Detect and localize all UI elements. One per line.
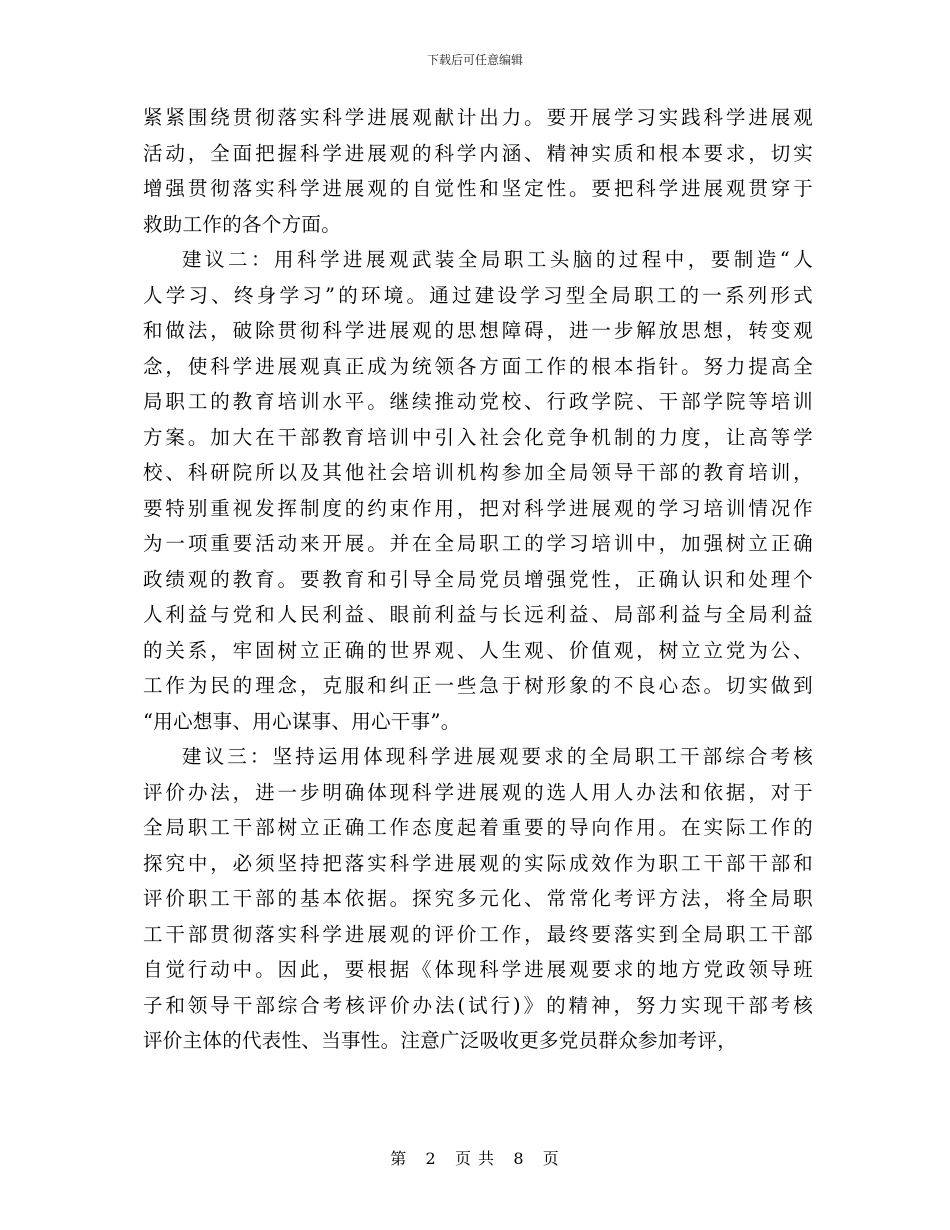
text-line: 的关系，牢固树立正确的世界观、人生观、价值观，树立立党为公、 bbox=[143, 638, 813, 662]
text-line: 校、科研院所以及其他社会培训机构参加全局领导干部的教育培训， bbox=[143, 461, 813, 484]
text-line: 评价办法，进一步明确体现科学进展观的选人用人办法和依据，对于 bbox=[143, 780, 813, 804]
footer-page-number: 2 bbox=[425, 1149, 437, 1168]
paragraph bbox=[143, 739, 813, 1059]
footer-total-pages: 8 bbox=[513, 1149, 525, 1168]
text-line: 和做法，破除贯彻科学进展观的思想障碍，进一步解放思想，转变观 bbox=[143, 319, 813, 342]
text-line: 救助工作的各个方面。 bbox=[143, 212, 342, 236]
text-line: 活动，全面把握科学进展观的科学内涵、精神实质和根本要求，切实 bbox=[143, 141, 813, 165]
page-footer bbox=[0, 1149, 950, 1169]
paragraph bbox=[143, 242, 813, 739]
text-line: 增强贯彻落实科学进展观的自觉性和坚定性。要把科学进展观贯穿于 bbox=[143, 177, 813, 200]
text-line: “用心想事、用心谋事、用心干事”。 bbox=[143, 709, 461, 733]
paragraph bbox=[143, 100, 813, 242]
text-line: 探究中，必须坚持把落实科学进展观的实际成效作为职工干部干部和 bbox=[143, 851, 813, 875]
text-line: 建议三：坚持运用体现科学进展观要求的全局职工干部综合考核 bbox=[182, 745, 813, 768]
text-line: 建议二：用科学进展观武装全局职工头脑的过程中，要制造“人 bbox=[182, 248, 813, 271]
text-line: 工作为民的理念，克服和纠正一些急于树形象的不良心态。切实做到 bbox=[143, 674, 813, 697]
text-line: 人学习、终身学习”的环境。通过建设学习型全局职工的一系列形式 bbox=[143, 283, 813, 307]
text-line: 人利益与党和人民利益、眼前利益与长远利益、局部利益与全局利益 bbox=[143, 603, 813, 626]
text-line: 为一项重要活动来开展。并在全局职工的学习培训中，加强树立正确 bbox=[143, 532, 813, 555]
document-body bbox=[143, 100, 813, 1059]
text-line: 自觉行动中。因此，要根据《体现科学进展观要求的地方党政领导班 bbox=[143, 958, 813, 981]
text-line: 局职工的教育培训水平。继续推动党校、行政学院、干部学院等培训 bbox=[143, 390, 813, 413]
text-line: 政绩观的教育。要教育和引导全局党员增强党性，正确认识和处理个 bbox=[143, 567, 813, 591]
text-line: 要特别重视发挥制度的约束作用，把对科学进展观的学习培训情况作 bbox=[143, 496, 813, 520]
text-line: 评价职工干部的基本依据。探究多元化、常常化考评方法，将全局职 bbox=[143, 887, 813, 910]
text-line: 评价主体的代表性、当事性。注意广泛吸收更多党员群众参加考评， bbox=[143, 1029, 738, 1052]
footer-prefix: 第 bbox=[390, 1149, 408, 1168]
header-text: 下载后可任意编辑 bbox=[426, 53, 523, 67]
text-line: 工干部贯彻落实科学进展观的评价工作，最终要落实到全局职工干部 bbox=[143, 922, 813, 946]
footer-middle: 页 共 bbox=[454, 1149, 496, 1168]
page-header bbox=[0, 52, 950, 68]
footer-suffix: 页 bbox=[542, 1149, 560, 1168]
text-line: 子和领导干部综合考核评价办法(试行)》的精神，努力实现干部考核 bbox=[143, 993, 813, 1017]
text-line: 紧紧围绕贯彻落实科学进展观献计出力。要开展学习实践科学进展观 bbox=[143, 106, 813, 129]
text-line: 方案。加大在干部教育培训中引入社会化竞争机制的力度，让高等学 bbox=[143, 425, 813, 449]
text-line: 全局职工干部树立正确工作态度起着重要的导向作用。在实际工作的 bbox=[143, 816, 813, 839]
text-line: 念，使科学进展观真正成为统领各方面工作的根本指针。努力提高全 bbox=[143, 354, 813, 378]
